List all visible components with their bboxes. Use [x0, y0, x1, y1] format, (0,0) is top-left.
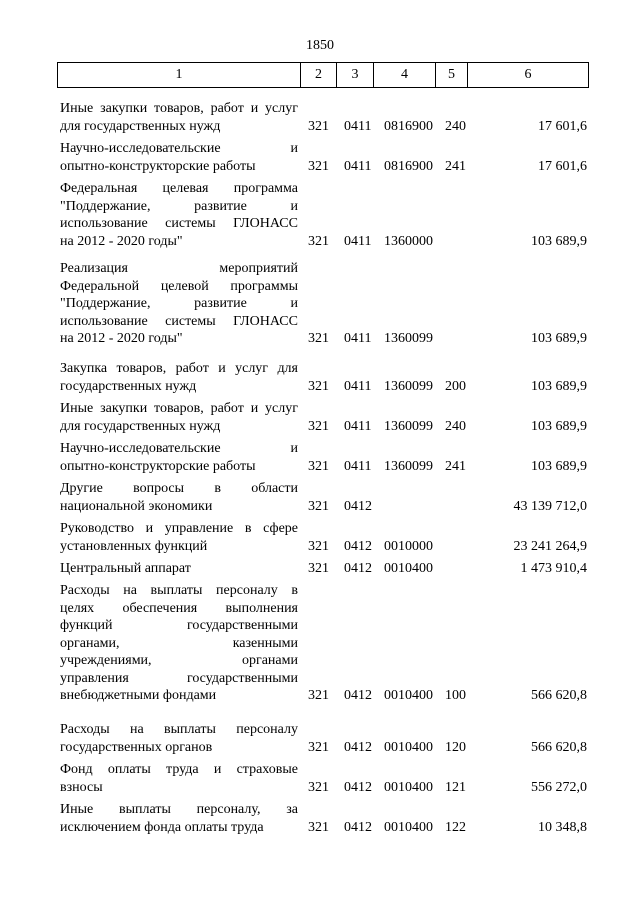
header-col-6: 6: [524, 67, 532, 82]
row-name-line: Руководство и управление в сфере: [60, 521, 298, 536]
row-name-line: Центральный аппарат: [60, 561, 191, 576]
row-name-line: исключением фонда оплаты труда: [60, 819, 264, 835]
row-name: [60, 140, 298, 175]
row-name-line: Иные выплаты персоналу, за: [60, 802, 298, 817]
row-name-line: внебюджетными фондами: [60, 688, 217, 703]
row-name: [60, 560, 298, 578]
row-name: [60, 582, 298, 705]
row-name-line: Научно-исследовательские и: [60, 141, 298, 156]
row-c2-value: 321: [308, 561, 329, 576]
row-c4-value: 1360099: [384, 458, 433, 474]
row-c2-value: 321: [308, 458, 329, 474]
row-name: [60, 801, 298, 836]
row-name-line: взносы: [60, 779, 103, 795]
row-c2-value: 321: [308, 498, 329, 514]
row-c6-value: 103 689,9: [531, 418, 587, 434]
row-name-line: Фонд оплаты труда и страховые: [60, 762, 298, 777]
row-c5-value: 241: [445, 158, 466, 174]
row-name: [60, 260, 298, 348]
row-c5-value: 121: [445, 779, 466, 795]
row-c2-value: 321: [308, 158, 329, 174]
row-c3-value: 0412: [344, 538, 372, 554]
row-name-line: для государственных нужд: [60, 118, 221, 134]
row-c4-value: 1360099: [384, 331, 433, 346]
header-col-5: 5: [436, 63, 468, 87]
row-name-line: государственных нужд: [60, 378, 197, 394]
row-name-line: Расходы на выплаты персоналу: [60, 722, 298, 737]
row-name-line: опытно-конструкторские работы: [60, 158, 256, 174]
header-col-1: 1: [58, 63, 301, 87]
row-name-line: Другие вопросы в области: [60, 481, 298, 496]
row-c5-value: 200: [445, 378, 466, 394]
row-name-line: использование системы ГЛОНАСС: [60, 313, 298, 329]
row-name-line: использование системы ГЛОНАСС: [60, 216, 298, 231]
row-c5-value: 120: [445, 739, 466, 755]
row-name-line: Закупка товаров, работ и услуг для: [60, 361, 298, 376]
row-name-line: органами, казенными: [60, 635, 298, 651]
row-c4-value: 0010000: [384, 538, 433, 554]
row-c6-value: 103 689,9: [531, 458, 587, 474]
row-c6-value: 23 241 264,9: [513, 538, 587, 554]
row-c5-value: 100: [445, 688, 466, 703]
row-name-line: национальной экономики: [60, 498, 213, 514]
row-name: [60, 400, 298, 435]
row-c2-value: 321: [308, 418, 329, 434]
row-c5-value: 240: [445, 418, 466, 434]
row-c6-value: 1 473 910,4: [520, 561, 587, 576]
row-c3-value: 0412: [344, 688, 372, 703]
row-c3-value: 0411: [344, 331, 372, 346]
row-c4-value: 0010400: [384, 819, 433, 835]
row-c2-value: 321: [308, 739, 329, 755]
row-c3-value: 0411: [344, 158, 372, 174]
row-name-line: установленных функций: [60, 538, 208, 554]
row-c5-value: 122: [445, 819, 466, 835]
table-header: [57, 62, 589, 88]
row-name-line: Иные закупки товаров, работ и услуг: [60, 401, 298, 416]
row-name-line: на 2012 - 2020 годы": [60, 233, 183, 249]
row-c6-value: 10 348,8: [538, 819, 587, 835]
row-c3-value: 0411: [344, 233, 372, 249]
row-name-line: Федеральная целевая программа: [60, 181, 298, 196]
row-name-line: на 2012 - 2020 годы": [60, 331, 183, 346]
row-c2-value: 321: [308, 779, 329, 795]
row-name-line: Научно-исследовательские и: [60, 441, 298, 456]
row-name: [60, 761, 298, 796]
row-c3-value: 0412: [344, 561, 372, 576]
header-col-3: 3: [337, 63, 374, 87]
row-c6-value: 566 620,8: [531, 739, 587, 755]
row-c2-value: 321: [308, 118, 329, 134]
row-c4-value: 0010400: [384, 779, 433, 795]
row-c3-value: 0411: [344, 418, 372, 434]
row-c2-value: 321: [308, 819, 329, 835]
row-name-line: Расходы на выплаты персоналу в: [60, 583, 298, 598]
row-c2-value: 321: [308, 378, 329, 394]
row-c4-value: 0816900: [384, 118, 433, 134]
row-c6-value: 103 689,9: [531, 233, 587, 249]
row-c3-value: 0411: [344, 458, 372, 474]
row-c4-value: 0010400: [384, 739, 433, 755]
row-name-line: целях обеспечения выполнения: [60, 600, 298, 616]
row-c6-value: 556 272,0: [531, 779, 587, 795]
row-c6-value: 103 689,9: [531, 378, 587, 394]
header-col-4: 4: [374, 63, 436, 87]
row-c6-value: 43 139 712,0: [513, 498, 587, 514]
row-c3-value: 0412: [344, 819, 372, 835]
row-c2-value: 321: [308, 331, 329, 346]
row-name-line: "Поддержание, развитие и: [60, 198, 298, 214]
row-c5-value: 241: [445, 458, 466, 474]
row-name-line: государственных органов: [60, 739, 213, 755]
row-name: [60, 440, 298, 475]
row-name-line: функций государственными: [60, 618, 298, 633]
row-c2-value: 321: [308, 688, 329, 703]
row-c3-value: 0412: [344, 498, 372, 514]
row-c3-value: 0412: [344, 739, 372, 755]
row-c3-value: 0411: [344, 378, 372, 394]
row-c3-value: 0411: [344, 118, 372, 134]
row-c6-value: 17 601,6: [538, 118, 587, 134]
row-name-line: управления государственными: [60, 670, 298, 686]
row-c4-value: 0010400: [384, 561, 433, 576]
row-c4-value: 1360099: [384, 378, 433, 394]
row-name: [60, 360, 298, 395]
row-c4-value: 1360000: [384, 233, 433, 249]
header-col-2: 2: [301, 63, 337, 87]
row-name-line: учреждениями, органами: [60, 653, 298, 668]
row-c5-value: 240: [445, 118, 466, 134]
row-name-line: Иные закупки товаров, работ и услуг: [60, 101, 298, 116]
row-name: [60, 100, 298, 135]
row-c2-value: 321: [308, 233, 329, 249]
page-number: 1850: [306, 38, 334, 53]
row-name: [60, 480, 298, 515]
row-c4-value: 0816900: [384, 158, 433, 174]
row-c6-value: 17 601,6: [538, 158, 587, 174]
row-name-line: опытно-конструкторские работы: [60, 458, 256, 474]
row-name: [60, 520, 298, 555]
row-c4-value: 1360099: [384, 418, 433, 434]
row-c6-value: 103 689,9: [531, 331, 587, 346]
row-name-line: "Поддержание, развитие и: [60, 296, 298, 311]
row-c6-value: 566 620,8: [531, 688, 587, 703]
row-name: [60, 180, 298, 250]
row-c2-value: 321: [308, 538, 329, 554]
row-name: [60, 721, 298, 756]
row-name-line: Федеральной целевой программы: [60, 278, 298, 294]
row-c4-value: 0010400: [384, 688, 433, 703]
row-c3-value: 0412: [344, 779, 372, 795]
row-name-line: для государственных нужд: [60, 418, 221, 434]
row-name-line: Реализация мероприятий: [60, 261, 298, 276]
